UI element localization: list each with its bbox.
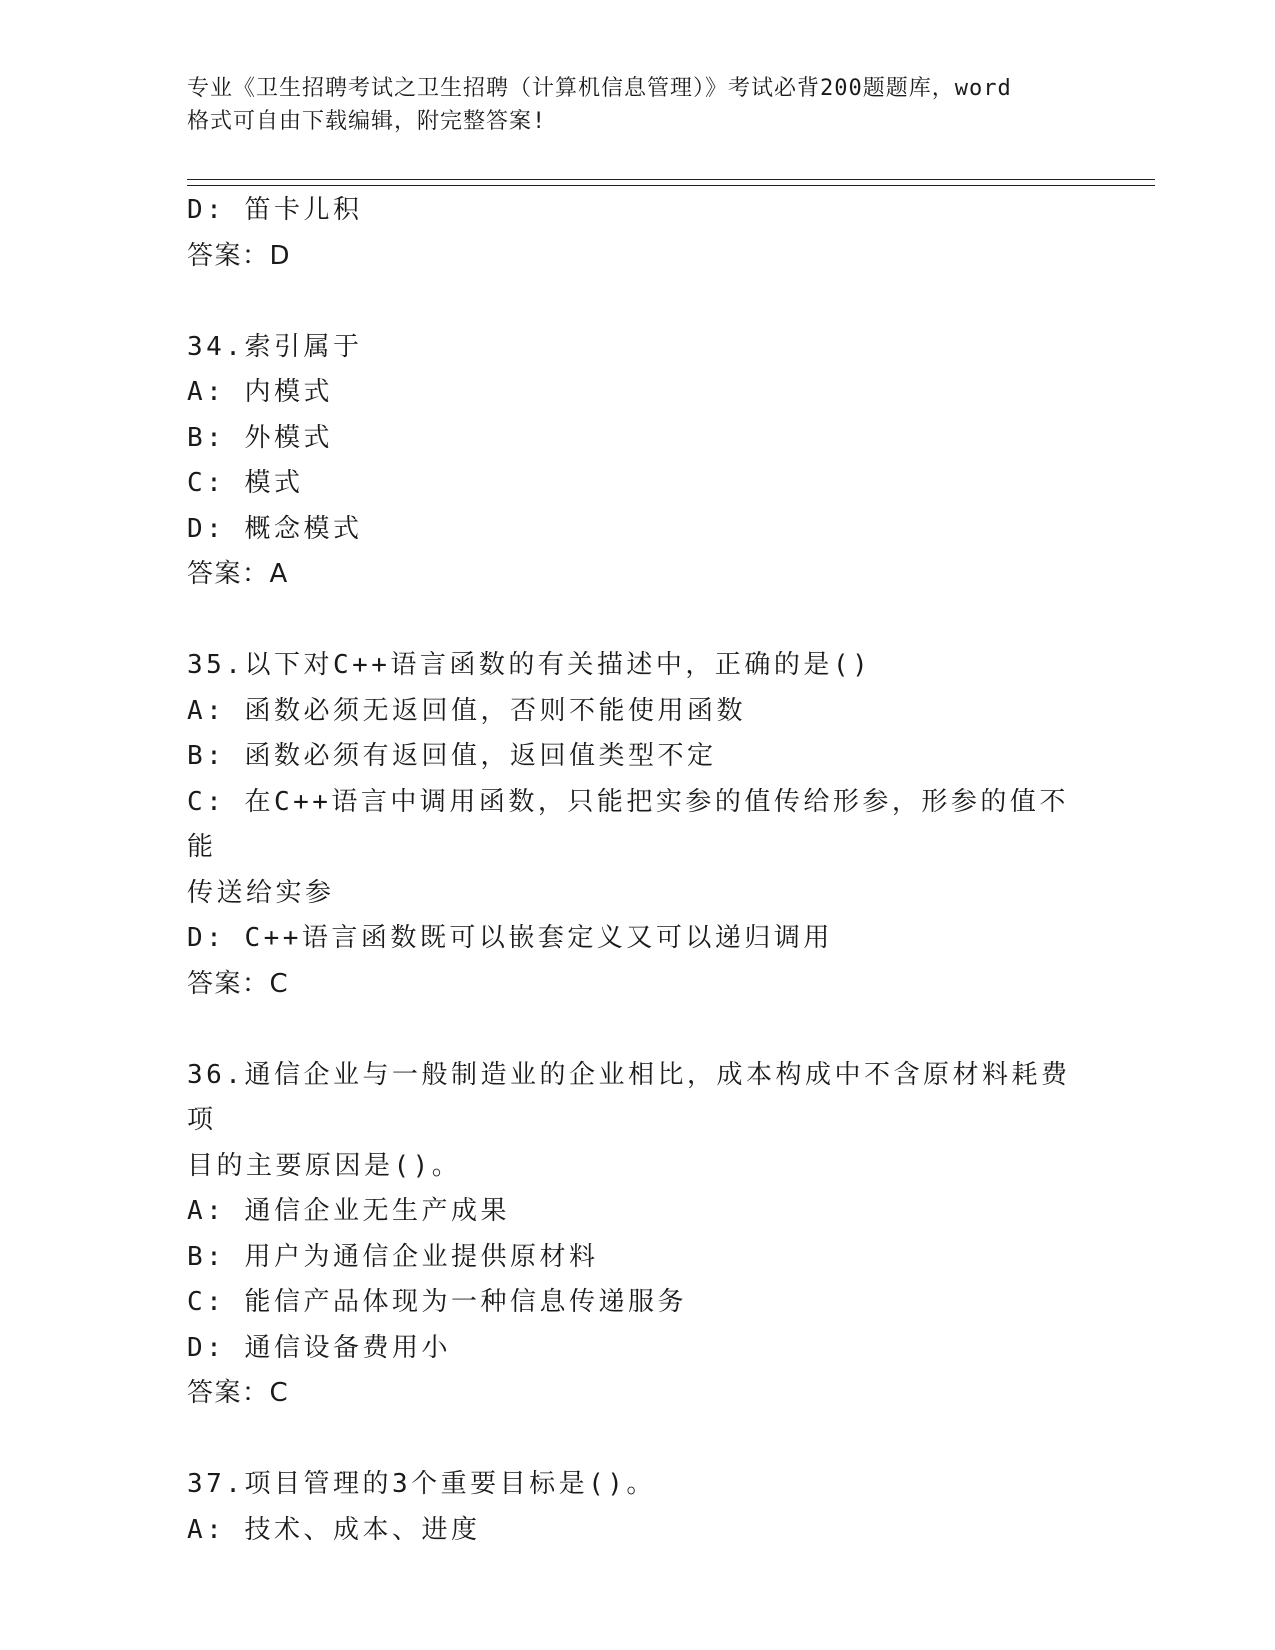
question-block-33 [187,188,1087,279]
header-divider-bottom [187,185,1155,186]
question-stem: 34.索引属于 [187,331,363,362]
question-stem: 37.项目管理的3个重要目标是()。 [187,1469,656,1499]
option-b: B: 外模式 [187,422,333,453]
document-header [187,72,1087,138]
option-a: A: 函数必须无返回值，否则不能使用函数 [187,695,746,726]
option-a: A: 技术、成本、进度 [187,1514,481,1545]
option-c: C: 模式 [187,468,304,498]
header-divider-top [187,179,1155,180]
option-c-continued: 传送给实参 [187,877,335,908]
answer-line: 答案：A [187,559,289,589]
question-stem: 35.以下对C++语言函数的有关描述中，正确的是() [187,650,872,680]
question-list [187,188,1087,1553]
question-block-34 [187,325,1087,598]
answer-line: 答案：C [187,968,290,999]
option-b: B: 函数必须有返回值，返回值类型不定 [187,741,717,771]
question-stem-continued: 目的主要原因是()。 [187,1150,462,1181]
option-d: D: 通信设备费用小 [187,1332,451,1363]
option-a: A: 通信企业无生产成果 [187,1196,510,1226]
option-c: C: 在C++语言中调用函数，只能把实参的值传给形参，形参的值不能 [187,786,1069,862]
header-line-1: 专业《卫生招聘考试之卫生招聘（计算机信息管理）》考试必背200题题库，word [187,76,1012,101]
answer-line: 答案：C [187,1378,290,1408]
option-d: D: C++语言函数既可以嵌套定义又可以递归调用 [187,923,833,953]
answer-line: 答案：D [187,240,292,271]
option-c: C: 能信产品体现为一种信息传递服务 [187,1287,687,1317]
header-line-2: 格式可自由下载编辑，附完整答案! [187,109,547,134]
option-b: B: 用户为通信企业提供原材料 [187,1241,599,1272]
option-d: D: 笛卡儿积 [187,195,363,225]
option-d: D: 概念模式 [187,513,363,544]
question-stem: 36.通信企业与一般制造业的企业相比，成本构成中不含原材料耗费项 [187,1059,1071,1135]
question-block-37 [187,1462,1087,1553]
option-a: A: 内模式 [187,377,333,407]
question-block-36 [187,1053,1087,1417]
question-block-35 [187,643,1087,1007]
